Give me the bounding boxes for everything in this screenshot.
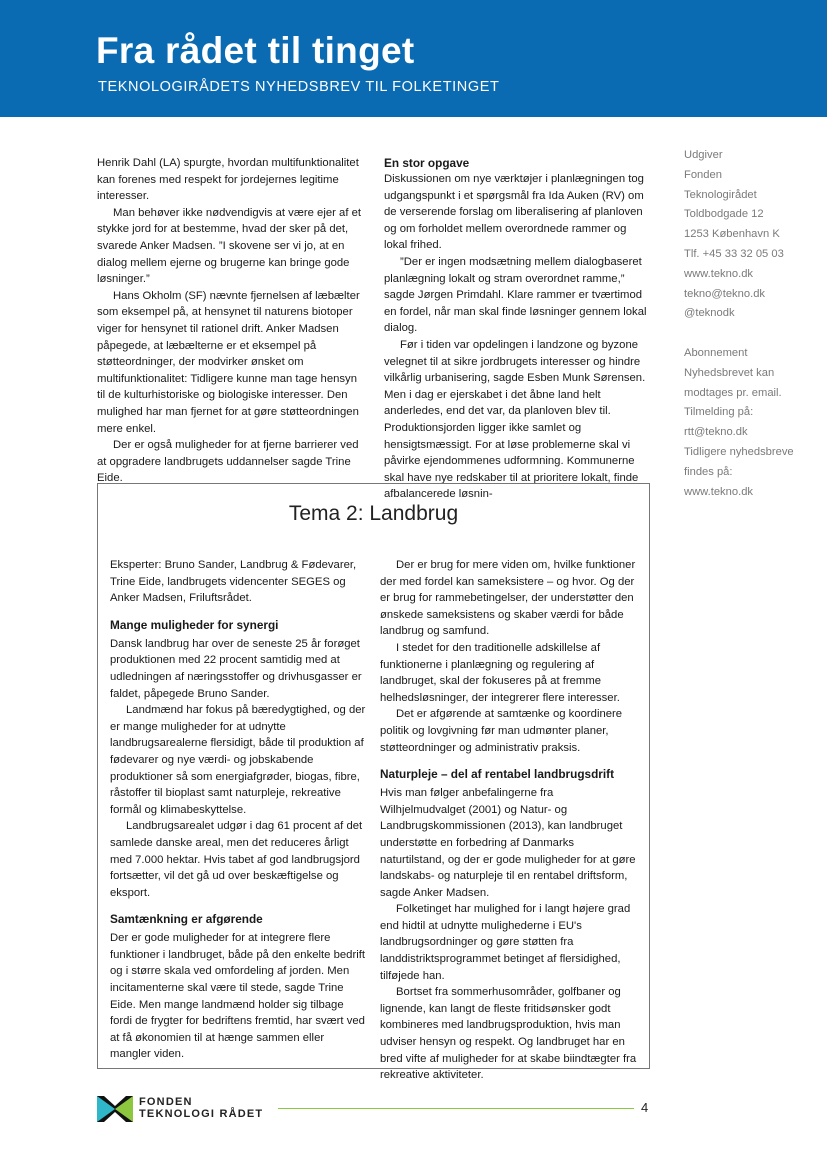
publisher-twitter-handle[interactable]: @teknodk (684, 307, 735, 320)
publisher-email-link[interactable]: tekno@tekno.dk (684, 287, 766, 300)
paragraph: ”Der er ingen modsætning mellem dialogbaseret planlægning lokalt og stram overordnet ramme,” sagde Jørgen Primdahl. Klare rammer er tværtimod en fordel, når man skal finde løsninger gennem lokal dialog. (384, 255, 647, 335)
paragraph: Folketinget har mulighed for i langt højere grad end hidtil at udnytte mulighederne i EU's landbrugsordninger og gøre støtten fra landdistriktsprogrammet betinget af flersidighed, tilføjede han. (380, 903, 631, 982)
subscription-line: Tidligere nyhedsbreve (684, 445, 794, 458)
paragraph: Bortset fra sommerhusområder, golfbaner og lignende, kan langt de fleste fritidsønsker godt kombineres med landbrugsproduktion, hvis man udviser hensyn og respekt. Og landbruget har en bred vifte af muligheder for at skabe biindtægter fra rekreative aktiviteter. (380, 986, 637, 1082)
publisher-line: 1253 København K (684, 228, 780, 241)
paragraph: Henrik Dahl (LA) spurgte, hvordan multifunktionalitet kan forenes med respekt for jordejernes legitime interesser. (97, 157, 359, 203)
subscription-email-link[interactable]: rtt@tekno.dk (684, 426, 748, 439)
paragraph: I stedet for den traditionelle adskillelse af funktionerne i planlægning og regulering af landbruget, skal der fokuseres på at fremme helhedsløsninger, der integrerer flere interesser. (380, 641, 620, 704)
theme-box-title: Tema 2: Landbrug (288, 502, 459, 525)
section-heading: Mange muligheder for synergi (110, 617, 279, 632)
section-heading: Samtænkning er afgørende (110, 912, 263, 927)
spacer (684, 324, 814, 344)
archive-website-link[interactable]: www.tekno.dk (684, 485, 754, 498)
paragraph: Hvis man følger anbefalingerne fra Wilhjelmudvalget (2001) og Natur- og Landbrugskommissionen (2013), kan landbruget understøtte en forbedring af Danmarks naturtilstand, og der er gode muligheder for at gøre landskabs- og naturpleje til en rentabel driftsform, sagde Anker Madsen. (380, 787, 636, 899)
publisher-heading: Udgiver (684, 149, 723, 161)
paragraph: Landmænd har fokus på bæredygtighed, og der er mange muligheder for at udnytte landbrugsarealerne flersidigt, både til produktion af fødevarer og nye værdi- og jobskabende produktioner så som energiafgrøder, biogas, fibre, råstoffer til bioplast samt naturpleje, rekreative formål og klimabeskyttelse. (110, 704, 366, 816)
paragraph: Der er også muligheder for at fjerne barrierer ved at opgradere landbrugets uddannelser sagde Trine Eide. (97, 439, 359, 485)
publisher-phone: Tlf. +45 33 32 05 03 (684, 247, 784, 260)
paragraph: Der er gode muligheder for at integrere flere funktioner i landbruget, både på den enkelte bedrift og i større skala ved omfordeling af jorden. Men incitamenterne skal være til stede, sagde Trine Eide. Men mange landmænd holder sig tilbage fordi de frygter for bedriftens fremtid, har svært ved at få økonomien til at hænge sammen eller mangler viden. (110, 932, 365, 1061)
newsletter-title: Fra rådet til tinget (96, 30, 415, 71)
experts-intro: Eksperter: Bruno Sander, Landbrug & Fødevarer, Trine Eide, landbrugets videncenter SEGES og Anker Madsen, Friluftsrådet. (110, 559, 357, 605)
footer-divider (278, 1108, 634, 1109)
teknologiraadet-logo (97, 1096, 277, 1122)
subscription-line: modtages pr. email. (684, 386, 782, 399)
page-number: 4 (641, 1100, 649, 1115)
section-heading: En stor opgave (384, 156, 470, 170)
paragraph: Der er brug for mere viden om, hvilke funktioner der med fordel kan sameksistere – og hvor. Og der er brug for rammebetingelser, der understøtter den ønskede sameksistens og skaber værdi for både landbrug og samfund. (380, 559, 636, 638)
logo-line-2: TEKNOLOGI RÅDET (139, 1107, 264, 1120)
logo-line-1: FONDEN (139, 1096, 193, 1108)
section-heading: Naturpleje – del af rentabel landbrugsdrift (380, 767, 615, 782)
paragraph: Hans Okholm (SF) nævnte fjernelsen af læbælter som eksempel på, at hensynet til naturens biotoper viger for hensynet til rationel drift. Anker Madsen påpegede, at læbælterne er et eksempel på støtteordninger, der modvirker ønsket om multifunktionalitet: Tidligere kunne man tage hensyn til de kulturhistoriske og biologiske interesser. Den mulighed har man fjernet for at gøre støtteordningen mere enkel. (97, 289, 360, 435)
paragraph: Det er afgørende at samtænke og koordinere politik og lovgivning før man udmønter planer, støtteordninger og administrativ praksis. (380, 708, 623, 754)
paragraph: Man behøver ikke nødvendigvis at være ejer af et stykke jord for at bestemme, hvad der sker på det, svarede Anker Madsen. ”I skovene ser vi jo, at en dialog mellem ejerne og brugerne kan bringe gode løsninger.” (97, 206, 362, 286)
logo-mark-icon (97, 1096, 133, 1122)
paragraph: Diskussionen om nye værktøjer i planlægningen tog udgangspunkt i et spørgsmål fra Ida Auken (RV) om de verserende forslag om liberalisering af planloven og om forholdet mellem overordnede rammer og lokal frihed. (384, 173, 644, 252)
article-column-1 (97, 155, 365, 487)
publisher-line: Toldbodgade 12 (684, 208, 764, 221)
publisher-line: Fonden (684, 168, 722, 181)
paragraph: Dansk landbrug har over de seneste 25 år forøget produktionen med 22 procent samtidig med at udledningen af næringsstoffer og drivhusgasser er faldet, påpegede Bruno Sander. (110, 637, 362, 700)
paragraph: Landbrugsarealet udgør i dag 61 procent af det samlede danske areal, men det reduceres årligt med 7.000 hektar. Hvis tabet af god landbrugsjord fortsætter, vil det gå ud over beskæftigelse og eksport. (110, 820, 363, 899)
subscription-line: Nyhedsbrevet kan (684, 366, 775, 379)
subscription-line: findes på: (684, 465, 733, 478)
theme-box (97, 483, 650, 1082)
theme-box-column-right (380, 557, 639, 1084)
logo-wordmark (139, 1097, 263, 1120)
newsletter-header (0, 0, 827, 117)
subscription-line: Tilmelding på: (684, 406, 754, 419)
publisher-website-link[interactable]: www.tekno.dk (684, 267, 754, 280)
newsletter-subtitle: TEKNOLOGIRÅDETS NYHEDSBREV TIL FOLKETINGET (98, 79, 500, 95)
sidebar-info (684, 146, 814, 502)
subscription-heading: Abonnement (684, 346, 748, 359)
article-column-2 (384, 155, 650, 503)
paragraph: Før i tiden var opdelingen i landzone og byzone velegnet til at sikre jordbrugets interesser og hindre vilkårlig urbanisering, sagde Esben Munk Sørensen. Men i dag er ejerskabet i det åbne land helt anderledes, end det var, da planloven blev til. Produktionsjorden ligger ikke samlet og hensigtsmæssigt. For at løse problemerne skal vi påvirke ejendommenes udformning. Kommunerne skal have nye redskaber til at prioritere lokalt, finde afbalancerede løsnin- (384, 338, 646, 501)
theme-box-column-left (110, 557, 368, 1063)
publisher-line: Teknologirådet (684, 188, 757, 201)
